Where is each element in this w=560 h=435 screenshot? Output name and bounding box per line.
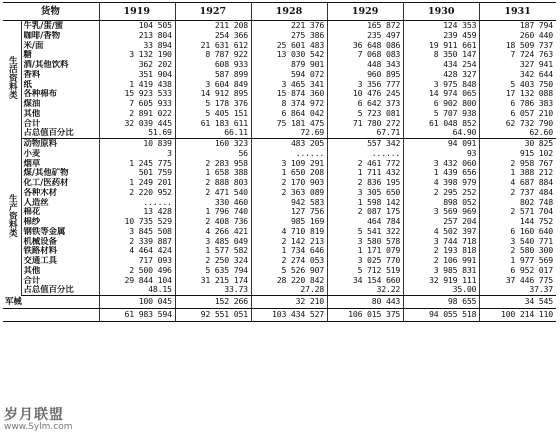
table-cell: 160 323 [175,139,251,149]
table-row [3,149,556,159]
table-cell: 18 509 737 [505,40,553,50]
table-cell: 21 631 612 [175,41,251,51]
table-cell: 75 181 475 [251,119,327,129]
table-cell: 30 825 [524,138,553,148]
table-cell: 7 724 763 [510,50,553,60]
row-label: 棉花 [21,207,99,217]
row-label: 纸 [21,80,99,90]
table-cell: 260 440 [519,30,553,40]
table-cell: 5 178 376 [175,99,251,109]
table-cell: 10 476 245 [328,89,404,99]
row-label: 米/面 [21,41,99,51]
table-cell: 93 [404,149,480,159]
table-cell: 10 735 529 [99,217,175,227]
table-row [3,128,556,138]
table-cell: 483 205 [251,139,327,149]
table-cell: 1 598 142 [328,198,404,208]
table-row [3,188,556,198]
table-cell: 27.28 [251,285,327,295]
table-row [3,31,556,41]
table-cell: 36 648 086 [328,41,404,51]
table-cell: 2 737 484 [510,187,553,197]
table-cell: 2 408 736 [175,217,251,227]
row-label: 各种棉布 [21,89,99,99]
table-cell: 5 707 938 [404,109,480,119]
header-year: 1927 [175,3,251,21]
table-cell: 29 844 104 [99,276,175,286]
table-cell: 257 204 [404,217,480,227]
table-cell: 6 902 800 [404,99,480,109]
table-cell: 717 093 [99,256,175,266]
table-cell: 144 752 [519,217,553,226]
table-cell: 2 087 175 [328,207,404,217]
table-cell: 594 072 [251,70,327,80]
table-cell: 7 068 083 [328,50,404,60]
row-label: 合计 [21,276,99,286]
table-cell: 1 658 388 [175,168,251,178]
table-cell: 960 895 [328,70,404,80]
row-label: 酒/其他饮料 [21,60,99,70]
table-cell: 19 911 661 [404,41,480,51]
table-cell: 15 923 533 [99,89,175,99]
table-cell: 35.00 [404,285,480,295]
watermark-url: www.Sylm.com [4,422,73,432]
table-cell: 1 734 646 [251,246,327,256]
table-row [3,21,556,31]
table-cell: 103 434 527 [251,309,327,322]
table-cell: 2 571 704 [510,207,553,217]
table-cell: 1 388 212 [510,168,553,178]
table-cell: 448 343 [328,60,404,70]
row-label: 占总值百分比 [21,285,99,295]
table-cell: 1 245 775 [99,159,175,169]
table-cell: 6 786 383 [510,99,553,108]
row-label: 咖啡/香物 [21,31,99,41]
table-cell: 6 057 210 [510,108,553,118]
table-cell: 4 398 979 [404,178,480,188]
table-cell: 2 500 496 [99,266,175,276]
table-cell: 1 577 582 [175,246,251,256]
row-label: 机械设备 [21,237,99,247]
table-cell: 34 154 660 [328,276,404,286]
table-row [3,159,556,169]
table-row [3,178,556,188]
table-cell: 152 266 [175,296,251,309]
table-cell: 5 635 794 [175,266,251,276]
table-cell: 1 711 432 [328,168,404,178]
table-cell: 31 215 174 [175,276,251,286]
table-cell: 14 974 065 [404,89,480,99]
table-cell: 2 471 540 [175,188,251,198]
table-cell: 3 465 341 [251,80,327,90]
table-cell: 2 193 818 [404,246,480,256]
table-cell: 1 249 201 [99,178,175,188]
table-cell: 14 912 895 [175,89,251,99]
table-cell: 3 540 771 [510,236,553,246]
table-row [3,89,556,99]
table-cell: 3 [99,149,175,159]
table-cell: 2 891 022 [99,109,175,119]
table-cell: 6 160 640 [510,226,553,236]
table-cell: 3 569 969 [404,207,480,217]
section-label [3,139,21,296]
table-cell: 25 601 483 [251,41,327,51]
row-label: 交通工具 [21,256,99,266]
table-row [3,309,556,322]
table-cell: 37 446 775 [505,275,553,285]
table-row [3,80,556,90]
table-body [3,21,556,322]
table-cell: 48.15 [99,285,175,295]
table-cell: 32 210 [251,296,327,309]
table-row [3,168,556,178]
table-cell: 94 055 518 [404,309,480,322]
table-cell: 66.11 [175,128,251,138]
row-label: 占总值百分比 [21,128,99,138]
table-cell: 28 220 842 [251,276,327,286]
table-cell: 434 254 [404,60,480,70]
table-cell: 72.69 [251,128,327,138]
table-cell: 879 901 [251,60,327,70]
row-label: 钢铁等金属 [21,227,99,237]
table-cell: 211 208 [175,21,251,31]
table-cell: 2 283 958 [175,159,251,169]
table-cell: 33.73 [175,285,251,295]
table-cell: ...... [99,198,175,208]
table-cell: 3 356 777 [328,80,404,90]
table-cell: 3 432 060 [404,159,480,169]
table-cell: 61 183 611 [175,119,251,129]
table-cell: 985 169 [251,217,327,227]
table-cell: 2 888 803 [175,178,251,188]
table-cell: 8 787 922 [175,50,251,60]
table-row [3,41,556,51]
table-cell: 4 464 424 [99,246,175,256]
table-cell: 51.69 [99,128,175,138]
table-cell: 15 874 360 [251,89,327,99]
row-label: 香料 [21,70,99,80]
row-label: 棉纱 [21,217,99,227]
header-year: 1919 [99,3,175,21]
row-label: 军械 [3,296,99,309]
table-cell: 5 723 081 [328,109,404,119]
table-cell: 342 644 [519,69,553,79]
table-cell: 67.71 [328,128,404,138]
table-cell: 80 443 [328,296,404,309]
table-cell: 1 171 079 [328,246,404,256]
table-cell: 2 363 089 [251,188,327,198]
row-label: 其他 [21,266,99,276]
table-cell: 6 642 373 [328,99,404,109]
section-label-text: 生活资料类 [7,56,18,100]
table-cell: 2 220 952 [99,188,175,198]
table-cell: 1 977 569 [510,256,553,265]
table-cell: 32 919 111 [404,276,480,286]
table-cell: 32.22 [328,285,404,295]
table-row [3,256,556,266]
table-row [3,99,556,109]
table-cell: 17 132 088 [505,89,553,99]
row-label: 各种木材 [21,188,99,198]
table-cell: 61 048 852 [404,119,480,129]
header-item: 货物 [3,3,99,21]
table-cell: 501 759 [99,168,175,178]
table-cell: 3 132 190 [99,50,175,60]
section-label [3,21,21,139]
table-cell: 98 655 [404,296,480,309]
row-label: 煤/其他矿物 [21,168,99,178]
table-cell: 3 604 849 [175,80,251,90]
row-label: 人造丝 [21,198,99,208]
table-cell: 362 202 [99,60,175,70]
table-cell: 3 580 578 [328,237,404,247]
row-label: 其他 [21,109,99,119]
table-cell: 2 274 053 [251,256,327,266]
table-row [3,276,556,286]
table-row [3,70,556,80]
row-label: 动物原料 [21,139,99,149]
table-cell: 2 958 767 [510,158,553,168]
table-cell: 557 342 [328,139,404,149]
table-cell: 351 904 [99,70,175,80]
table-cell: 221 376 [251,21,327,31]
table-cell: 34 545 [480,296,556,309]
table-cell: 3 109 291 [251,159,327,169]
table-cell: 92 551 051 [175,309,251,322]
table-cell: 6 864 042 [251,109,327,119]
table-cell: ...... [251,149,327,159]
table-row [3,217,556,227]
table-cell: 61 983 594 [99,309,175,322]
table-cell: 4 502 397 [404,227,480,237]
row-label: 糖 [21,50,99,60]
table-cell: 915 102 [519,148,553,158]
table-cell: 898 052 [404,198,480,208]
table-cell: 942 583 [251,198,327,208]
table-cell: 2 580 300 [510,246,553,256]
table-row [3,296,556,309]
table-cell: 104 505 [99,21,175,31]
row-label: 煤油 [21,99,99,109]
table-row [3,266,556,276]
table-cell: 56 [175,149,251,159]
table-cell: 7 605 933 [99,99,175,109]
table-cell: 13 428 [99,207,175,217]
table-cell: 71 780 272 [328,119,404,129]
table-row [3,285,556,295]
header-year: 1930 [404,3,480,21]
table-cell: 62 732 790 [505,118,553,128]
table-cell: 2 836 195 [328,178,404,188]
table-cell: 2 339 887 [99,237,175,247]
table-cell: 2 106 991 [404,256,480,266]
table-cell: 106 015 375 [328,309,404,322]
table-row [3,139,556,149]
table-cell: 5 405 151 [175,109,251,119]
table-cell: 802 748 [519,197,553,207]
table-cell: 100 045 [99,296,175,309]
table-cell: 1 419 438 [99,80,175,90]
table-cell: 2 142 213 [251,237,327,247]
table-cell: 608 933 [175,60,251,70]
table-cell: 8 350 147 [404,50,480,60]
table-row [3,237,556,247]
watermark-title: 岁月联盟 [4,407,64,423]
table-row [3,227,556,237]
table-cell: 165 872 [328,21,404,31]
row-label: 牛乳/蛋/蜜 [21,21,99,31]
table-cell: 213 804 [99,31,175,41]
row-label: 铁路材料 [21,246,99,256]
header-year: 1931 [480,3,556,21]
table-cell: 6 952 017 [510,265,553,275]
table-cell: 3 975 848 [404,80,480,90]
table-cell: 275 386 [251,31,327,41]
table-cell: 5 712 519 [328,266,404,276]
table-cell: 1 796 740 [175,207,251,217]
table-cell: 37.37 [480,285,556,295]
table-cell: 33 894 [99,41,175,51]
header-year: 1928 [251,3,327,21]
table-cell: 587 899 [175,70,251,80]
table-cell: 2 170 903 [251,178,327,188]
table-row [3,60,556,70]
row-label [3,309,99,322]
table-cell: 2 461 772 [328,159,404,169]
table-cell: 13 030 542 [251,50,327,60]
table-cell: 5 541 322 [328,227,404,237]
table-cell: 2 295 252 [404,188,480,198]
header-row [3,3,556,21]
table-cell: 3 305 650 [328,188,404,198]
table-cell: 464 784 [328,217,404,227]
table-cell: 62.60 [480,128,556,138]
table-cell: 5 403 750 [510,79,553,89]
table-cell: 32 039 445 [99,119,175,129]
table-cell: 10 839 [99,139,175,149]
table-cell: 254 366 [175,31,251,41]
table-cell: 100 214 110 [480,309,556,322]
header-year: 1929 [328,3,404,21]
row-label: 化工/医药材 [21,178,99,188]
table-cell: 127 756 [251,207,327,217]
table-row [3,207,556,217]
table-cell: 2 250 324 [175,256,251,266]
table-cell: 124 353 [404,21,480,31]
site-watermark [4,404,94,434]
table-cell: 235 497 [328,31,404,41]
table-row [3,109,556,119]
table-cell: 3 485 049 [175,237,251,247]
table-cell: 94 091 [404,139,480,149]
table-cell: 327 941 [519,60,553,69]
table-cell: 8 374 972 [251,99,327,109]
section-label-text: 生产资料类 [7,193,18,237]
table-cell: ...... [328,149,404,159]
table-row [3,198,556,208]
trade-table [3,2,556,322]
table-cell: 239 459 [404,31,480,41]
table-row [3,119,556,129]
table-cell: 3 744 718 [404,237,480,247]
table-cell: 330 460 [175,198,251,208]
row-label: 合计 [21,119,99,129]
row-label: 小麦 [21,149,99,159]
table-cell: 187 794 [519,20,553,30]
table-cell: 4 266 421 [175,227,251,237]
table-cell: 4 710 819 [251,227,327,237]
table-cell: 3 845 508 [99,227,175,237]
table-cell: 4 687 884 [510,178,553,187]
table-row [3,246,556,256]
table-cell: 428 327 [404,70,480,80]
table-row [3,50,556,60]
table-cell: 1 439 656 [404,168,480,178]
table-cell: 3 985 831 [404,266,480,276]
table-cell: 5 526 907 [251,266,327,276]
row-label: 烟草 [21,159,99,169]
table-cell: 64.90 [404,128,480,138]
table-cell: 1 650 208 [251,168,327,178]
table-cell: 3 025 770 [328,256,404,266]
